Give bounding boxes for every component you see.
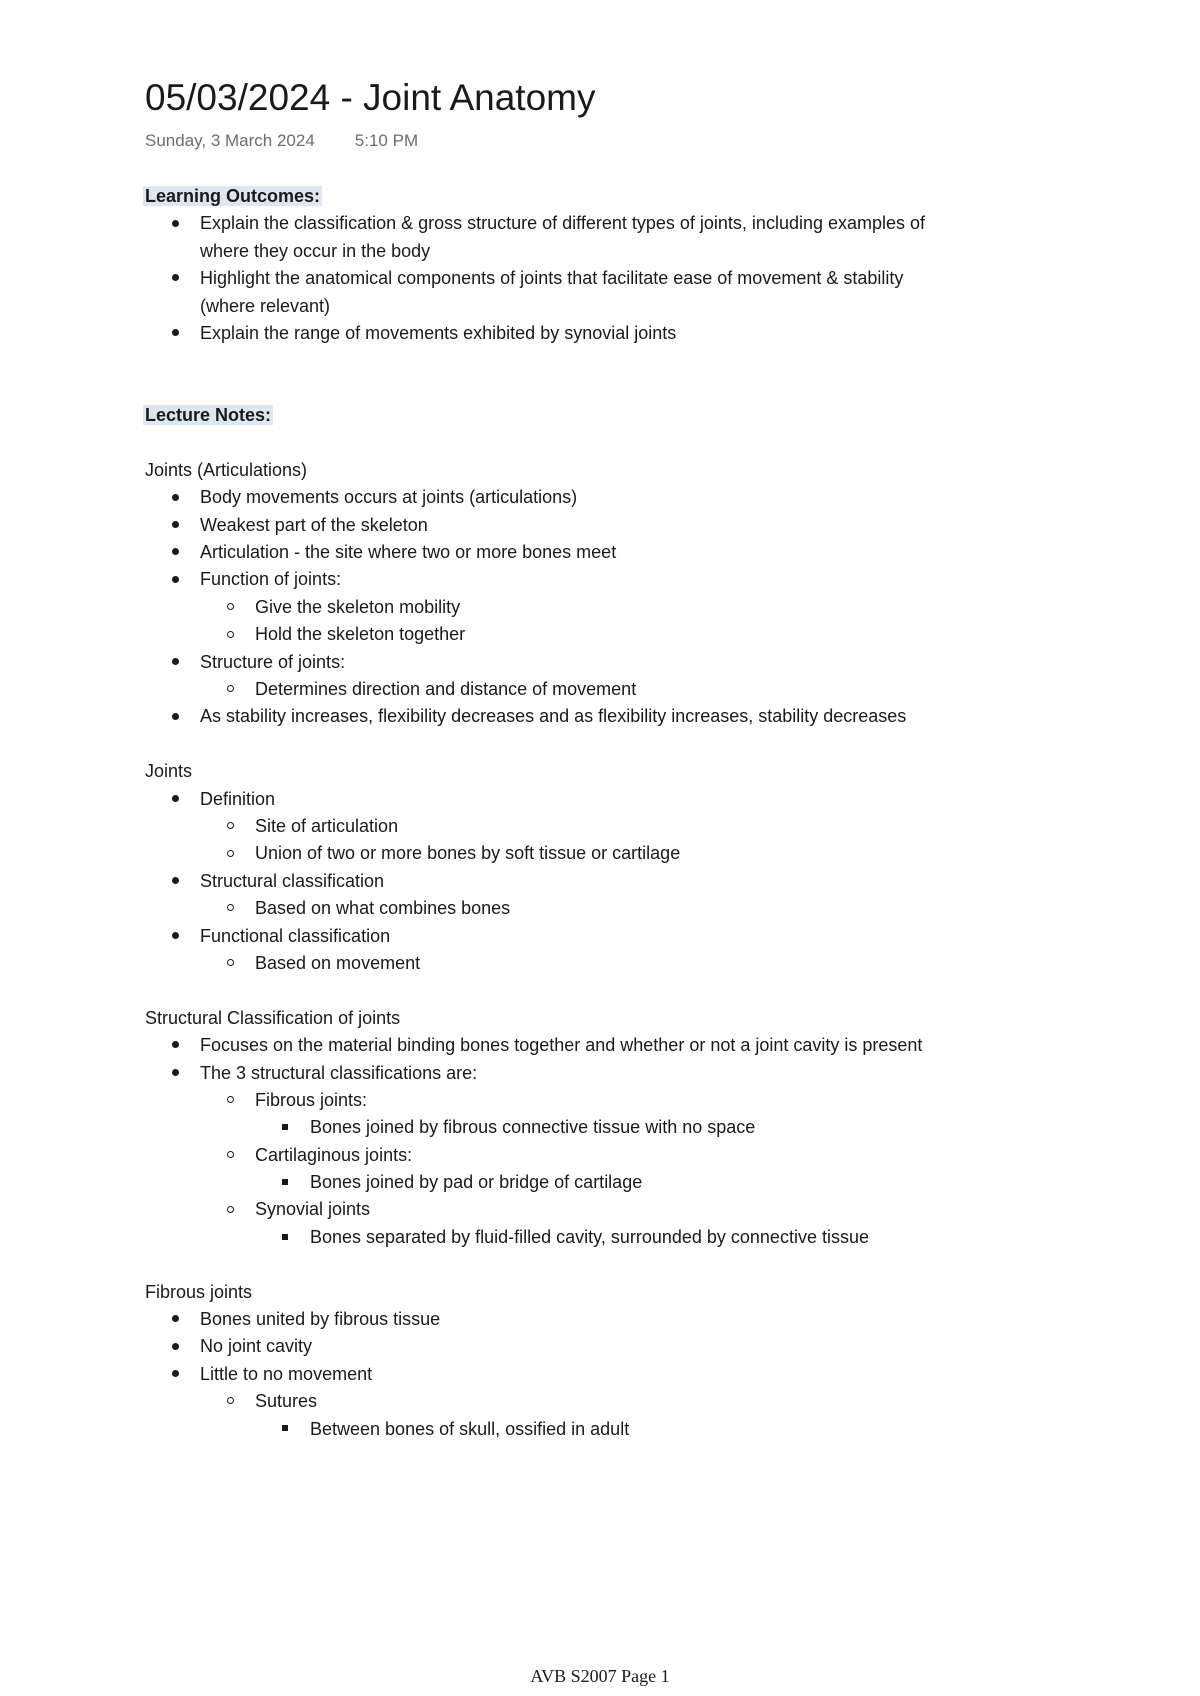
section-title: Fibrous joints [145,1281,253,1302]
list-item-text: Site of articulation [255,815,399,836]
bullet-square-icon [282,1169,288,1196]
list-item-text: Determines direction and distance of movement [255,679,637,700]
list-item [145,1032,1145,1059]
list-item [145,1169,1145,1196]
learning-outcome-line [145,320,1145,347]
bullet-disc-icon [172,566,179,593]
list-item [145,594,1145,621]
list-item-text: Bones joined by fibrous connective tissue with no space [310,1117,756,1138]
list-item-text: Structural classification [200,870,385,891]
list-item [145,1361,1145,1388]
bullet-disc-icon [172,1060,179,1087]
bullet-circle-icon [227,676,234,703]
list-item-text: As stability increases, flexibility decreases and as flexibility increases, stability decreases [200,706,907,727]
list-item [145,868,1145,895]
bullet-disc-icon [172,320,179,347]
list-item-text: Bones joined by pad or bridge of cartilage [310,1172,643,1193]
bullet-circle-icon [227,1087,234,1114]
list-item-text: Function of joints: [200,569,342,590]
page-title: 05/03/2024 - Joint Anatomy [145,77,596,118]
list-item [145,1142,1145,1169]
bullet-disc-icon [172,512,179,539]
list-item-text: Synovial joints [255,1199,371,1220]
bullet-circle-icon [227,813,234,840]
section-title: Joints (Articulations) [145,459,308,480]
bullet-disc-icon [172,923,179,950]
learning-outcome-text: Highlight the anatomical components of joints that facilitate ease of movement & stability [200,268,904,289]
bullet-disc-icon [172,703,179,730]
learning-outcomes-heading: Learning Outcomes: [145,186,321,206]
list-item [145,895,1145,922]
bullet-disc-icon [172,786,179,813]
list-item-text: Functional classification [200,925,391,946]
bullet-disc-icon [172,1361,179,1388]
list-item-text: Body movements occurs at joints (articulations) [200,487,578,508]
bullet-circle-icon [227,1142,234,1169]
learning-outcome-text: Explain the range of movements exhibited by synovial joints [200,322,677,343]
list-item [145,566,1145,593]
bullet-disc-icon [172,210,179,237]
section-title: Structural Classification of joints [145,1007,401,1028]
bullet-disc-icon [172,1306,179,1333]
list-item [145,703,1145,730]
bullet-circle-icon [227,950,234,977]
list-item [145,539,1145,566]
lecture-sections [145,457,1145,1443]
section-title: Joints [145,761,193,782]
list-item [145,1224,1145,1251]
learning-outcomes-heading-line [145,183,1145,210]
list-item [145,840,1145,867]
learning-outcome-line [145,265,1145,292]
lecture-notes-heading-line [145,402,1145,429]
list-item-text: The 3 structural classifications are: [200,1062,478,1083]
learning-outcome-line [145,293,1145,320]
list-item-text: Based on movement [255,952,421,973]
list-item-text: Sutures [255,1391,318,1412]
list-item [145,1306,1145,1333]
bullet-circle-icon [227,1388,234,1415]
list-item-text: Little to no movement [200,1363,373,1384]
bullet-disc-icon [172,265,179,292]
bullet-disc-icon [172,1032,179,1059]
learning-outcome-text: where they occur in the body [200,240,431,261]
list-item-text: Focuses on the material binding bones together and whether or not a joint cavity is present [200,1035,923,1056]
list-item [145,813,1145,840]
list-item [145,1333,1145,1360]
learning-outcome-line [145,238,1145,265]
list-item [145,1388,1145,1415]
list-item-text: Bones united by fibrous tissue [200,1309,441,1330]
bullet-circle-icon [227,594,234,621]
list-item-text: Give the skeleton mobility [255,596,461,617]
bullet-disc-icon [172,1333,179,1360]
list-item-text: No joint cavity [200,1336,313,1357]
list-item [145,1114,1145,1141]
list-item-text: Weakest part of the skeleton [200,514,428,535]
bullet-square-icon [282,1416,288,1443]
learning-outcome-line [145,210,1145,237]
learning-outcome-text: (where relevant) [200,295,331,316]
list-item-text: Between bones of skull, ossified in adult [310,1418,630,1439]
bullet-disc-icon [172,868,179,895]
list-item [145,512,1145,539]
note-content [145,183,1145,1443]
bullet-disc-icon [172,484,179,511]
list-item [145,1416,1145,1443]
list-item [145,786,1145,813]
bullet-circle-icon [227,840,234,867]
lecture-notes-heading: Lecture Notes: [145,405,272,426]
list-item [145,950,1145,977]
list-item [145,1196,1145,1223]
bullet-disc-icon [172,649,179,676]
page-meta [145,130,418,152]
list-item [145,1060,1145,1087]
page-time: 5:10 PM [354,131,419,150]
list-item-text: Structure of joints: [200,651,346,672]
bullet-circle-icon [227,1196,234,1223]
list-item [145,923,1145,950]
list-item-text: Articulation - the site where two or more bones meet [200,542,617,563]
list-item-text: Hold the skeleton together [255,624,466,645]
bullet-square-icon [282,1114,288,1141]
list-item-text: Fibrous joints: [255,1089,368,1110]
list-item-text: Cartilaginous joints: [255,1144,413,1165]
list-item [145,649,1145,676]
page-footer: AVB S2007 Page 1 [530,1666,670,1686]
list-item [145,676,1145,703]
list-item [145,621,1145,648]
bullet-disc-icon [172,539,179,566]
bullet-square-icon [282,1224,288,1251]
list-item [145,484,1145,511]
list-item [145,1087,1145,1114]
learning-outcome-text: Explain the classification & gross structure of different types of joints, including examples of [200,213,926,234]
list-item-text: Definition [200,788,276,809]
learning-outcomes-list [145,210,1145,347]
list-item-text: Bones separated by fluid-filled cavity, surrounded by connective tissue [310,1226,869,1247]
bullet-circle-icon [227,895,234,922]
page-date: Sunday, 3 March 2024 [145,131,315,150]
list-item-text: Union of two or more bones by soft tissue or cartilage [255,843,681,864]
list-item-text: Based on what combines bones [255,898,511,919]
bullet-circle-icon [227,621,234,648]
